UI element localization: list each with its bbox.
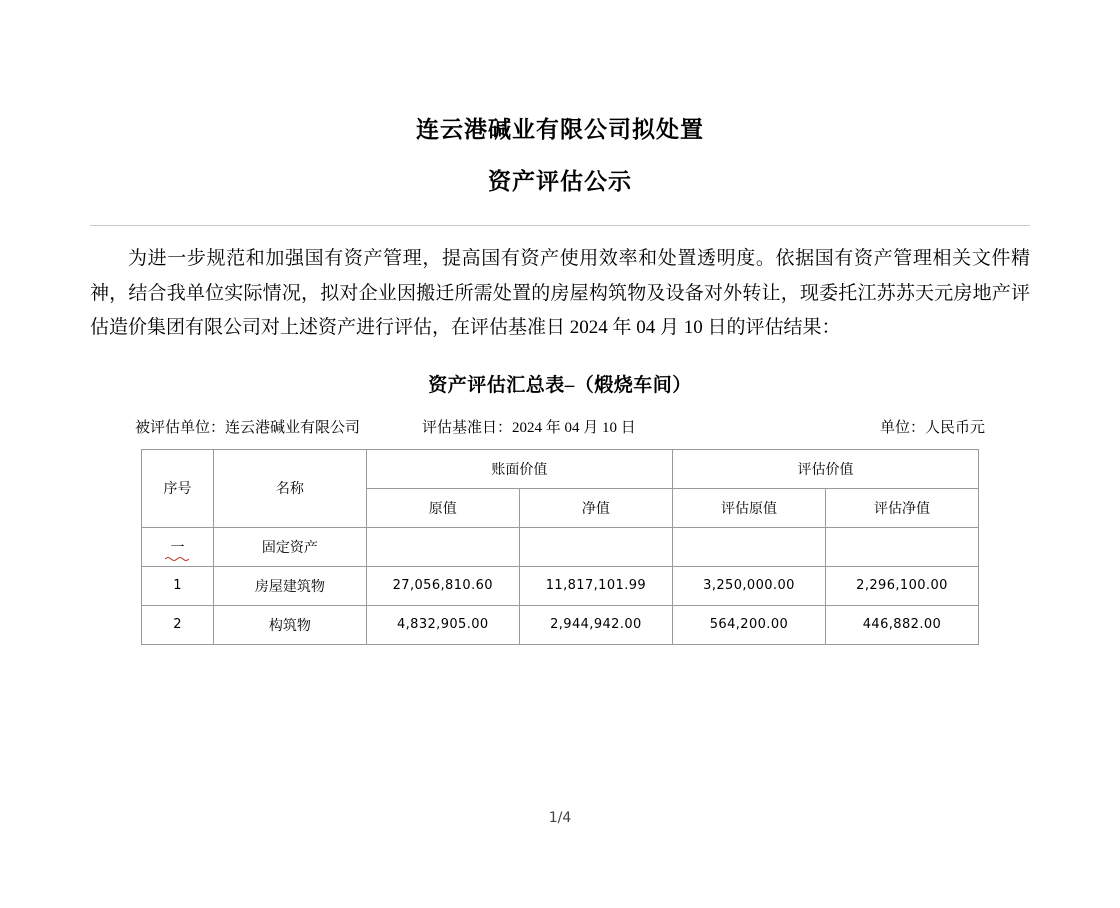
cell-appraised-net [825,527,978,566]
document-title [90,118,1030,193]
table-header-row-1 [142,449,979,488]
appraised-unit-label: 被评估单位：连云港碱业有限公司 [135,419,361,436]
cell-appraised-original: 564,200.00 [672,605,825,644]
table-row [142,605,979,644]
table-row [142,527,979,566]
table-meta-row [90,416,1030,437]
header-no: 序号 [142,449,214,527]
header-name: 名称 [214,449,367,527]
cell-appraised-original [672,527,825,566]
cell-name: 固定资产 [214,527,367,566]
cell-appraised-net: 446,882.00 [825,605,978,644]
cell-no: 1 [142,566,214,605]
cell-appraised-net: 2,296,100.00 [825,566,978,605]
title-line-1: 连云港碱业有限公司拟处置 [416,117,704,142]
cell-original-value: 4,832,905.00 [366,605,519,644]
cell-no: 2 [142,605,214,644]
asset-appraisal-table [141,449,979,645]
cell-net-value [519,527,672,566]
cell-no-text: 一 [170,540,185,556]
table-title: 资产评估汇总表–（煅烧车间） [428,374,692,396]
title-divider [90,225,1030,226]
cell-name: 房屋建筑物 [214,566,367,605]
cell-net-value: 2,944,942.00 [519,605,672,644]
page-number: 1/4 [548,810,572,826]
intro-paragraph: 为进一步规范和加强国有资产管理，提高国有资产使用效率和处置透明度。依据国有资产管理相关文件精神，结合我单位实际情况，拟对企业因搬迁所需处置的房屋构筑物及设备对外转让，现委托江苏苏天元房地产评估造价集团有限公司对上述资产进行评估，在评估基准日 2024 年 04 月 10 日的评估结果： [90,248,1030,339]
base-date-label: 评估基准日：2024 年 04 月 10 日 [422,419,636,436]
title-line-2: 资产评估公示 [488,169,632,194]
cell-net-value: 11,817,101.99 [519,566,672,605]
squiggle-underline-icon [165,556,191,561]
cell-original-value [366,527,519,566]
table-body [142,527,979,644]
table-head [142,449,979,527]
header-original-value: 原值 [366,488,519,527]
cell-original-value: 27,056,810.60 [366,566,519,605]
header-appraised-net: 评估净值 [825,488,978,527]
cell-name: 构筑物 [214,605,367,644]
header-appraised-original: 评估原值 [672,488,825,527]
header-appraised-value: 评估价值 [672,449,978,488]
cell-no [142,527,214,566]
header-net-value: 净值 [519,488,672,527]
header-book-value: 账面价值 [366,449,672,488]
currency-unit-label: 单位：人民币元 [879,419,985,436]
cell-appraised-original: 3,250,000.00 [672,566,825,605]
table-row [142,566,979,605]
